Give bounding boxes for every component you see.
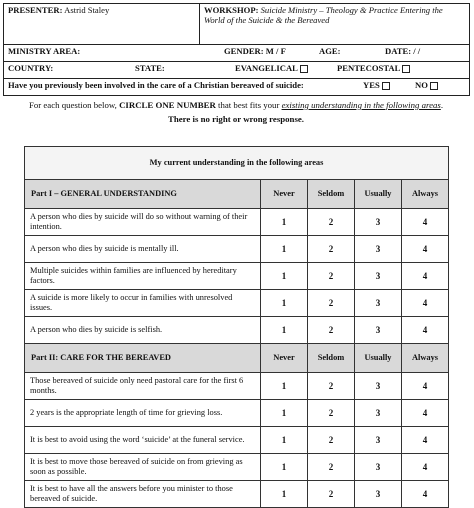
- rating-option-seldom[interactable]: 2: [308, 263, 355, 290]
- question-row: [25, 236, 449, 263]
- rating-option-never[interactable]: 1: [261, 236, 308, 263]
- rating-option-usually[interactable]: 3: [355, 400, 402, 427]
- rating-option-always[interactable]: 4: [402, 209, 449, 236]
- question-text: A person who dies by suicide is selfish.: [25, 317, 261, 344]
- bereaved-row: [4, 79, 470, 96]
- state-label: STATE:: [135, 63, 165, 73]
- question-row: [25, 317, 449, 344]
- section-header-row: [25, 180, 449, 209]
- evangelical-label: EVANGELICAL: [235, 63, 298, 73]
- question-text: A person who dies by suicide is mentally ill.: [25, 236, 261, 263]
- rating-option-never[interactable]: 1: [261, 263, 308, 290]
- evangelical-checkbox[interactable]: [300, 65, 308, 73]
- rating-option-always[interactable]: 4: [402, 373, 449, 400]
- rating-option-usually[interactable]: 3: [355, 290, 402, 317]
- bereaved-question: Have you previously been involved in the care of a Christian bereaved of suicide:: [8, 80, 304, 90]
- instructions: [3, 100, 469, 110]
- ministry-row: [4, 45, 470, 62]
- rating-option-usually[interactable]: 3: [355, 236, 402, 263]
- scale-header-usually: Usually: [355, 344, 402, 373]
- rating-option-never[interactable]: 1: [261, 373, 308, 400]
- rating-option-always[interactable]: 4: [402, 236, 449, 263]
- scale-header-always: Always: [402, 344, 449, 373]
- question-text: It is best to move those bereaved of suicide on from grieving as soon as possible.: [25, 454, 261, 481]
- participant-details: [3, 3, 470, 96]
- rating-option-always[interactable]: 4: [402, 290, 449, 317]
- table-caption: My current understanding in the following areas: [25, 147, 449, 180]
- yes-checkbox[interactable]: [382, 82, 390, 90]
- rating-option-always[interactable]: 4: [402, 427, 449, 454]
- question-text: A suicide is more likely to occur in families with unresolved issues.: [25, 290, 261, 317]
- presenter-name: Astrid Staley: [64, 5, 110, 15]
- gender-options: M / F: [265, 46, 286, 56]
- workshop-label: WORKSHOP:: [204, 5, 259, 15]
- rating-option-usually[interactable]: 3: [355, 427, 402, 454]
- instructions-part1: For each question below,: [28, 100, 117, 110]
- rating-option-seldom[interactable]: 2: [308, 373, 355, 400]
- country-label: COUNTRY:: [8, 63, 54, 73]
- question-row: [25, 290, 449, 317]
- instructions-period: .: [440, 100, 444, 110]
- rating-option-seldom[interactable]: 2: [308, 236, 355, 263]
- understanding-table: [24, 146, 449, 508]
- question-text: A person who dies by suicide will do so without warning of their intention.: [25, 209, 261, 236]
- rating-option-usually[interactable]: 3: [355, 263, 402, 290]
- question-row: [25, 481, 449, 508]
- gender-field[interactable]: [224, 46, 286, 56]
- rating-option-always[interactable]: 4: [402, 263, 449, 290]
- section-title: Part II: CARE FOR THE BEREAVED: [25, 344, 261, 373]
- rating-option-never[interactable]: 1: [261, 427, 308, 454]
- pentecostal-option[interactable]: [337, 63, 410, 73]
- question-text: 2 years is the appropriate length of time for grieving loss.: [25, 400, 261, 427]
- no-label: NO: [415, 80, 428, 90]
- date-value: / /: [413, 46, 421, 56]
- rating-option-seldom[interactable]: 2: [308, 481, 355, 508]
- instructions-emphasis: CIRCLE ONE NUMBER: [119, 100, 216, 110]
- question-row: [25, 400, 449, 427]
- rating-option-always[interactable]: 4: [402, 400, 449, 427]
- question-text: It is best to avoid using the word ‘suicide’ at the funeral service.: [25, 427, 261, 454]
- rating-option-seldom[interactable]: 2: [308, 400, 355, 427]
- question-text: It is best to have all the answers before you minister to those bereaved of suicide.: [25, 481, 261, 508]
- question-row: [25, 373, 449, 400]
- rating-option-never[interactable]: 1: [261, 290, 308, 317]
- scale-header-seldom: Seldom: [308, 180, 355, 209]
- no-right-wrong-note: There is no right or wrong response.: [168, 114, 304, 124]
- rating-option-never[interactable]: 1: [261, 454, 308, 481]
- rating-option-usually[interactable]: 3: [355, 454, 402, 481]
- rating-option-seldom[interactable]: 2: [308, 427, 355, 454]
- presenter-label: PRESENTER:: [8, 5, 63, 15]
- rating-option-always[interactable]: 4: [402, 481, 449, 508]
- country-row: [4, 62, 470, 79]
- yes-option[interactable]: [363, 80, 390, 90]
- pentecostal-checkbox[interactable]: [402, 65, 410, 73]
- question-row: [25, 209, 449, 236]
- rating-option-seldom[interactable]: 2: [308, 209, 355, 236]
- workshop-cell: [200, 4, 470, 45]
- rating-option-seldom[interactable]: 2: [308, 317, 355, 344]
- section-header-row: [25, 344, 449, 373]
- rating-option-usually[interactable]: 3: [355, 481, 402, 508]
- table-caption-row: [25, 147, 449, 180]
- gender-label: GENDER:: [224, 46, 264, 56]
- rating-option-seldom[interactable]: 2: [308, 290, 355, 317]
- question-row: [25, 263, 449, 290]
- rating-option-seldom[interactable]: 2: [308, 454, 355, 481]
- scale-header-seldom: Seldom: [308, 344, 355, 373]
- yes-label: YES: [363, 80, 380, 90]
- ministry-area-label: MINISTRY AREA:: [8, 46, 81, 56]
- scale-header-usually: Usually: [355, 180, 402, 209]
- rating-option-usually[interactable]: 3: [355, 373, 402, 400]
- rating-option-always[interactable]: 4: [402, 454, 449, 481]
- no-checkbox[interactable]: [430, 82, 438, 90]
- date-label: DATE:: [385, 46, 412, 56]
- scale-header-never: Never: [261, 180, 308, 209]
- survey-sheet: [3, 3, 469, 124]
- rating-option-always[interactable]: 4: [402, 317, 449, 344]
- rating-option-usually[interactable]: 3: [355, 317, 402, 344]
- workshop-title: Suicide Ministry – Theology & Practice Entering the World of the Suicide & the Bereaved: [204, 5, 443, 25]
- question-row: [25, 454, 449, 481]
- question-row: [25, 427, 449, 454]
- question-text: Multiple suicides within families are influenced by hereditary factors.: [25, 263, 261, 290]
- rating-option-never[interactable]: 1: [261, 209, 308, 236]
- instructions-part3: that best fits your: [218, 100, 280, 110]
- age-label: AGE:: [319, 46, 341, 56]
- date-field[interactable]: [385, 46, 420, 56]
- instructions-underlined: existing understanding in the following areas: [281, 100, 441, 110]
- section-title: Part I – GENERAL UNDERSTANDING: [25, 180, 261, 209]
- rating-option-never[interactable]: 1: [261, 317, 308, 344]
- scale-header-always: Always: [402, 180, 449, 209]
- scale-header-never: Never: [261, 344, 308, 373]
- rating-option-never[interactable]: 1: [261, 481, 308, 508]
- rating-option-never[interactable]: 1: [261, 400, 308, 427]
- rating-option-usually[interactable]: 3: [355, 209, 402, 236]
- pentecostal-label: PENTECOSTAL: [337, 63, 401, 73]
- evangelical-option[interactable]: [235, 63, 308, 73]
- presenter-cell: [4, 4, 200, 45]
- question-text: Those bereaved of suicide only need pastoral care for the first 6 months.: [25, 373, 261, 400]
- no-option[interactable]: [415, 80, 438, 90]
